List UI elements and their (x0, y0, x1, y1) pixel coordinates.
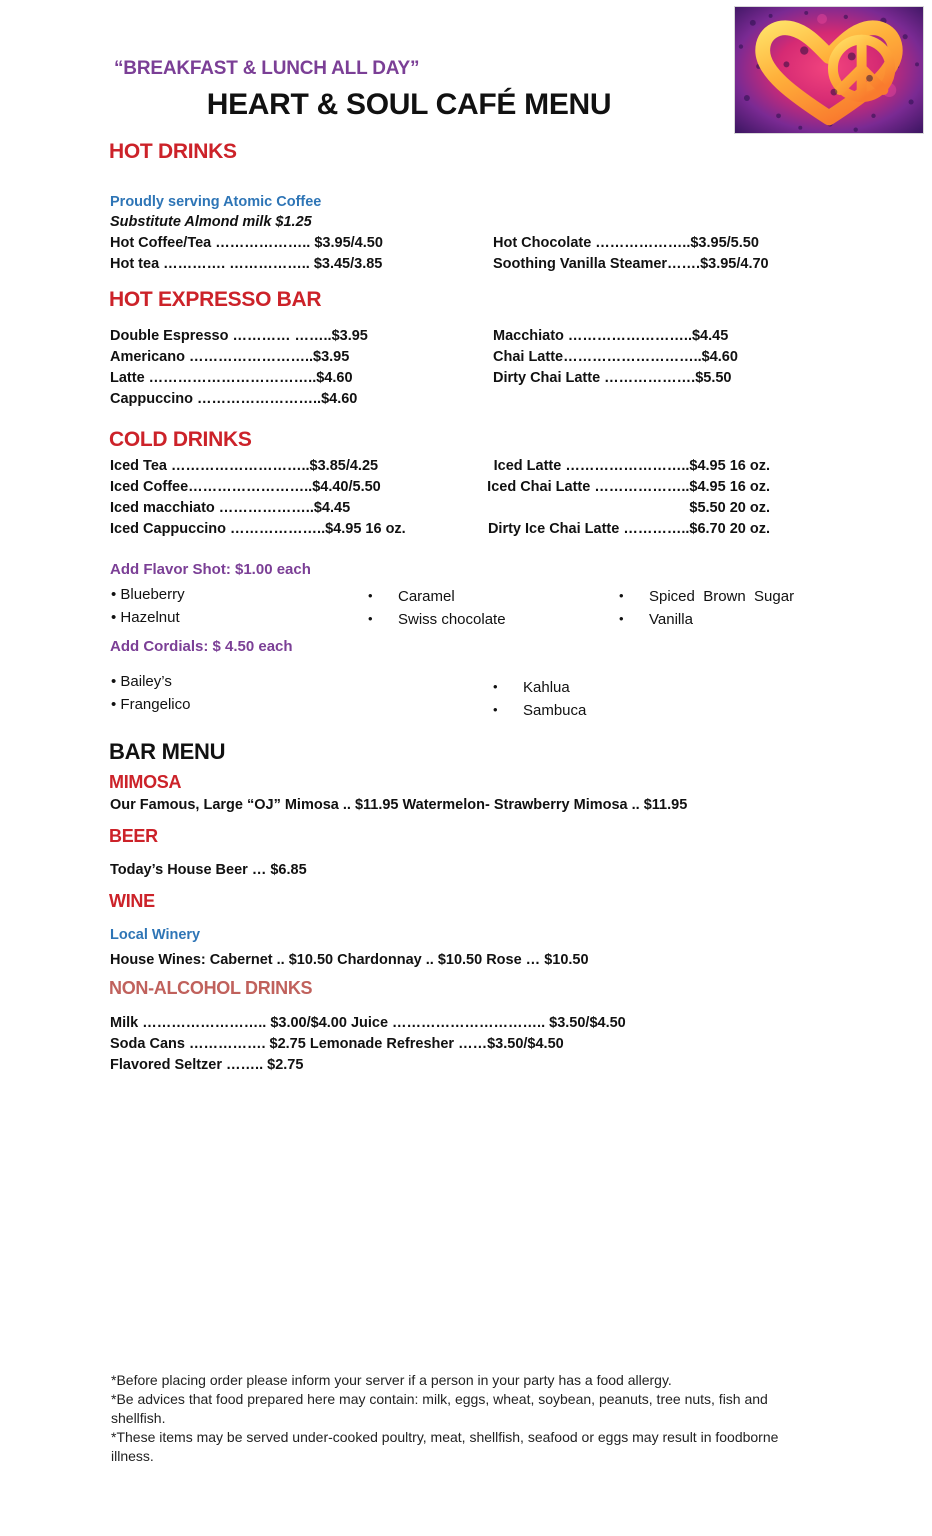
beer-line: Today’s House Beer … $6.85 (110, 862, 307, 878)
list-item: • Caramel (368, 585, 506, 608)
almond-milk-note: Substitute Almond milk $1.25 (110, 214, 312, 230)
cold-drinks-right-column (470, 456, 770, 540)
disclaimer-line-2: *Be advices that food prepared here may contain: milk, eggs, wheat, soybean, peanuts, tree nuts, fish and shellfish. (111, 1391, 768, 1426)
cordials-column-1 (111, 670, 190, 716)
allergy-disclaimer (111, 1371, 817, 1466)
list-item: • Blueberry (111, 583, 185, 606)
page-title: HEART & SOUL CAFÉ MENU (206, 88, 612, 121)
section-heading-beer: BEER (109, 826, 158, 846)
menu-row: Iced macchiato ………………..$4.45 (110, 500, 351, 516)
list-item: • Vanilla (619, 608, 794, 631)
non-alcohol-lines (110, 1013, 626, 1076)
menu-row: Hot Chocolate ………………..$3.95/5.50 (493, 235, 759, 251)
menu-row: Milk …………………….. $3.00/$4.00 Juice ………………………….. $3.50/$4.50 (110, 1015, 626, 1031)
flavor-shot-heading: Add Flavor Shot: $1.00 each (110, 561, 311, 578)
menu-row: Americano ……………………..$3.95 (110, 349, 350, 365)
logo-artwork (735, 7, 923, 134)
list-item: • Hazelnut (111, 606, 185, 629)
menu-row: Hot Coffee/Tea ……………….. $3.95/4.50 (110, 235, 383, 251)
menu-row: Macchiato ……………………..$4.45 (493, 328, 729, 344)
menu-row: Dirty Chai Latte ……………….$5.50 (493, 370, 732, 386)
hot-espresso-left-column (110, 326, 368, 410)
tagline: “BREAKFAST & LUNCH ALL DAY” (114, 58, 420, 79)
heart-peace-logo (734, 6, 924, 134)
menu-row: Soda Cans ……………. $2.75 Lemonade Refresher ……$3.50/$4.50 (110, 1036, 564, 1052)
flavor-shot-column-3 (619, 585, 794, 631)
local-winery-subhead: Local Winery (110, 927, 201, 943)
section-heading-wine: WINE (109, 891, 155, 911)
menu-row: Cappuccino ……………………..$4.60 (110, 391, 358, 407)
menu-row: Soothing Vanilla Steamer…….$3.95/4.70 (493, 256, 769, 272)
list-item: • Sambuca (493, 699, 586, 722)
cordials-column-2 (493, 676, 586, 722)
section-heading-hot-drinks: HOT DRINKS (109, 140, 237, 163)
menu-row: Iced Cappuccino ………………..$4.95 16 oz. (110, 521, 406, 537)
menu-row: Iced Chai Latte ………………..$4.95 16 oz. (487, 479, 770, 495)
section-heading-bar-menu: BAR MENU (109, 739, 226, 764)
wine-line: House Wines: Cabernet .. $10.50 Chardonnay .. $10.50 Rose … $10.50 (110, 952, 589, 968)
disclaimer-line-1: *Before placing order please inform your server if a person in your party has a food allergy. (111, 1372, 672, 1388)
menu-row: Hot tea …………. …………….. $3.45/3.85 (110, 256, 383, 272)
section-heading-non-alcohol-drinks: NON-ALCOHOL DRINKS (109, 978, 313, 998)
section-heading-cold-drinks: COLD DRINKS (109, 428, 252, 451)
list-item: • Spiced Brown Sugar (619, 585, 794, 608)
menu-row: Iced Latte ……………………..$4.95 16 oz. (493, 458, 770, 474)
cold-drinks-left-column (110, 456, 406, 540)
menu-row: Dirty Ice Chai Latte …………..$6.70 20 oz. (487, 521, 770, 537)
menu-row: Iced Tea ………………………..$3.85/4.25 (110, 458, 379, 474)
hot-espresso-right-column (493, 326, 738, 389)
atomic-coffee-note: Proudly serving Atomic Coffee (110, 194, 322, 210)
menu-row: Chai Latte………………………..$4.60 (493, 349, 738, 365)
section-heading-hot-expresso-bar: HOT EXPRESSO BAR (109, 288, 322, 311)
menu-row: Latte ……………………………..$4.60 (110, 370, 353, 386)
mimosa-line: Our Famous, Large “OJ” Mimosa .. $11.95 Watermelon- Strawberry Mimosa .. $11.95 (110, 797, 688, 813)
list-item: • Kahlua (493, 676, 586, 699)
flavor-shot-column-1 (111, 583, 185, 629)
hot-drinks-right-column (493, 233, 769, 275)
hot-drinks-left-column (110, 233, 383, 275)
list-item: • Swiss chocolate (368, 608, 506, 631)
menu-row: Flavored Seltzer …….. $2.75 (110, 1057, 304, 1073)
flavor-shot-column-2 (368, 585, 506, 631)
menu-row: Iced Coffee……………………..$4.40/5.50 (110, 479, 381, 495)
cordials-heading: Add Cordials: $ 4.50 each (110, 638, 293, 655)
list-item: • Bailey’s (111, 670, 190, 693)
menu-row: $5.50 20 oz. (689, 500, 770, 516)
menu-row: Double Espresso ………… ……..$3.95 (110, 328, 368, 344)
disclaimer-line-3: *These items may be served under-cooked poultry, meat, shellfish, seafood or eggs may result in foodborne illness. (111, 1429, 779, 1464)
list-item: • Frangelico (111, 693, 190, 716)
section-heading-mimosa: MIMOSA (109, 772, 182, 792)
